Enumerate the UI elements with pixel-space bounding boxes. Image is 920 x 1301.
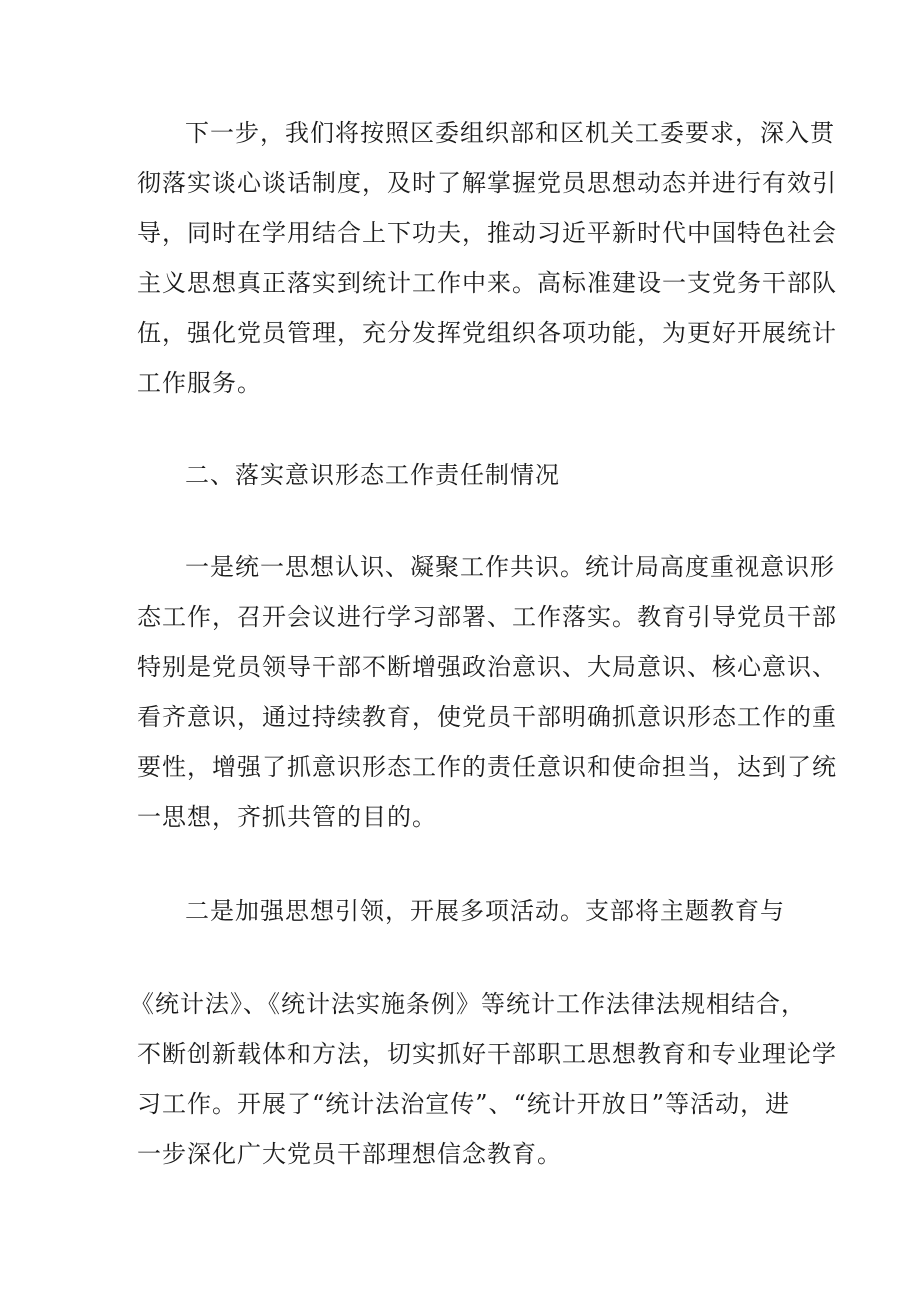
text-line: 伍，强化党员管理，充分发挥党组织各项功能，为更好开展统计	[137, 319, 837, 347]
text-line: 特别是党员领导干部不断增强政治意识、大局意识、核心意识、	[137, 653, 837, 681]
text-line: 态工作，召开会议进行学习部署、工作落实。教育引导党员干部	[137, 603, 837, 631]
text-line: 导，同时在学用结合上下功夫，推动习近平新时代中国特色社会	[137, 219, 837, 247]
text-line: 看齐意识，通过持续教育，使党员干部明确抓意识形态工作的重	[137, 703, 837, 731]
paragraph-guidance-first-line: 二是加强思想引领，开展多项活动。支部将主题教育与	[185, 897, 785, 925]
section-heading: 二、落实意识形态工作责任制情况	[185, 461, 560, 489]
text-line: 下一步，我们将按照区委组织部和区机关工委要求，深入贯	[185, 119, 835, 147]
text-line: 《统计法》、《统计法实施条例》等统计工作法律法规相结合，	[130, 990, 806, 1018]
text-line: 一步深化广大党员干部理想信念教育。	[137, 1140, 562, 1168]
text-line: 要性，增强了抓意识形态工作的责任意识和使命担当，达到了统	[137, 753, 837, 781]
text-line: 一是统一思想认识、凝聚工作共识。统计局高度重视意识形	[185, 553, 835, 581]
text-line: 一思想，齐抓共管的目的。	[137, 803, 437, 831]
text-line: 不断创新载体和方法，切实抓好干部职工思想教育和专业理论学	[137, 1040, 837, 1068]
text-line: 主义思想真正落实到统计工作中来。高标准建设一支党务干部队	[137, 269, 837, 297]
text-line: 工作服务。	[137, 369, 262, 397]
text-line: 彻落实谈心谈话制度，及时了解掌握党员思想动态并进行有效引	[137, 169, 837, 197]
text-line: 习工作。开展了“统计法治宣传”、“统计开放日”等活动，进	[137, 1090, 791, 1118]
